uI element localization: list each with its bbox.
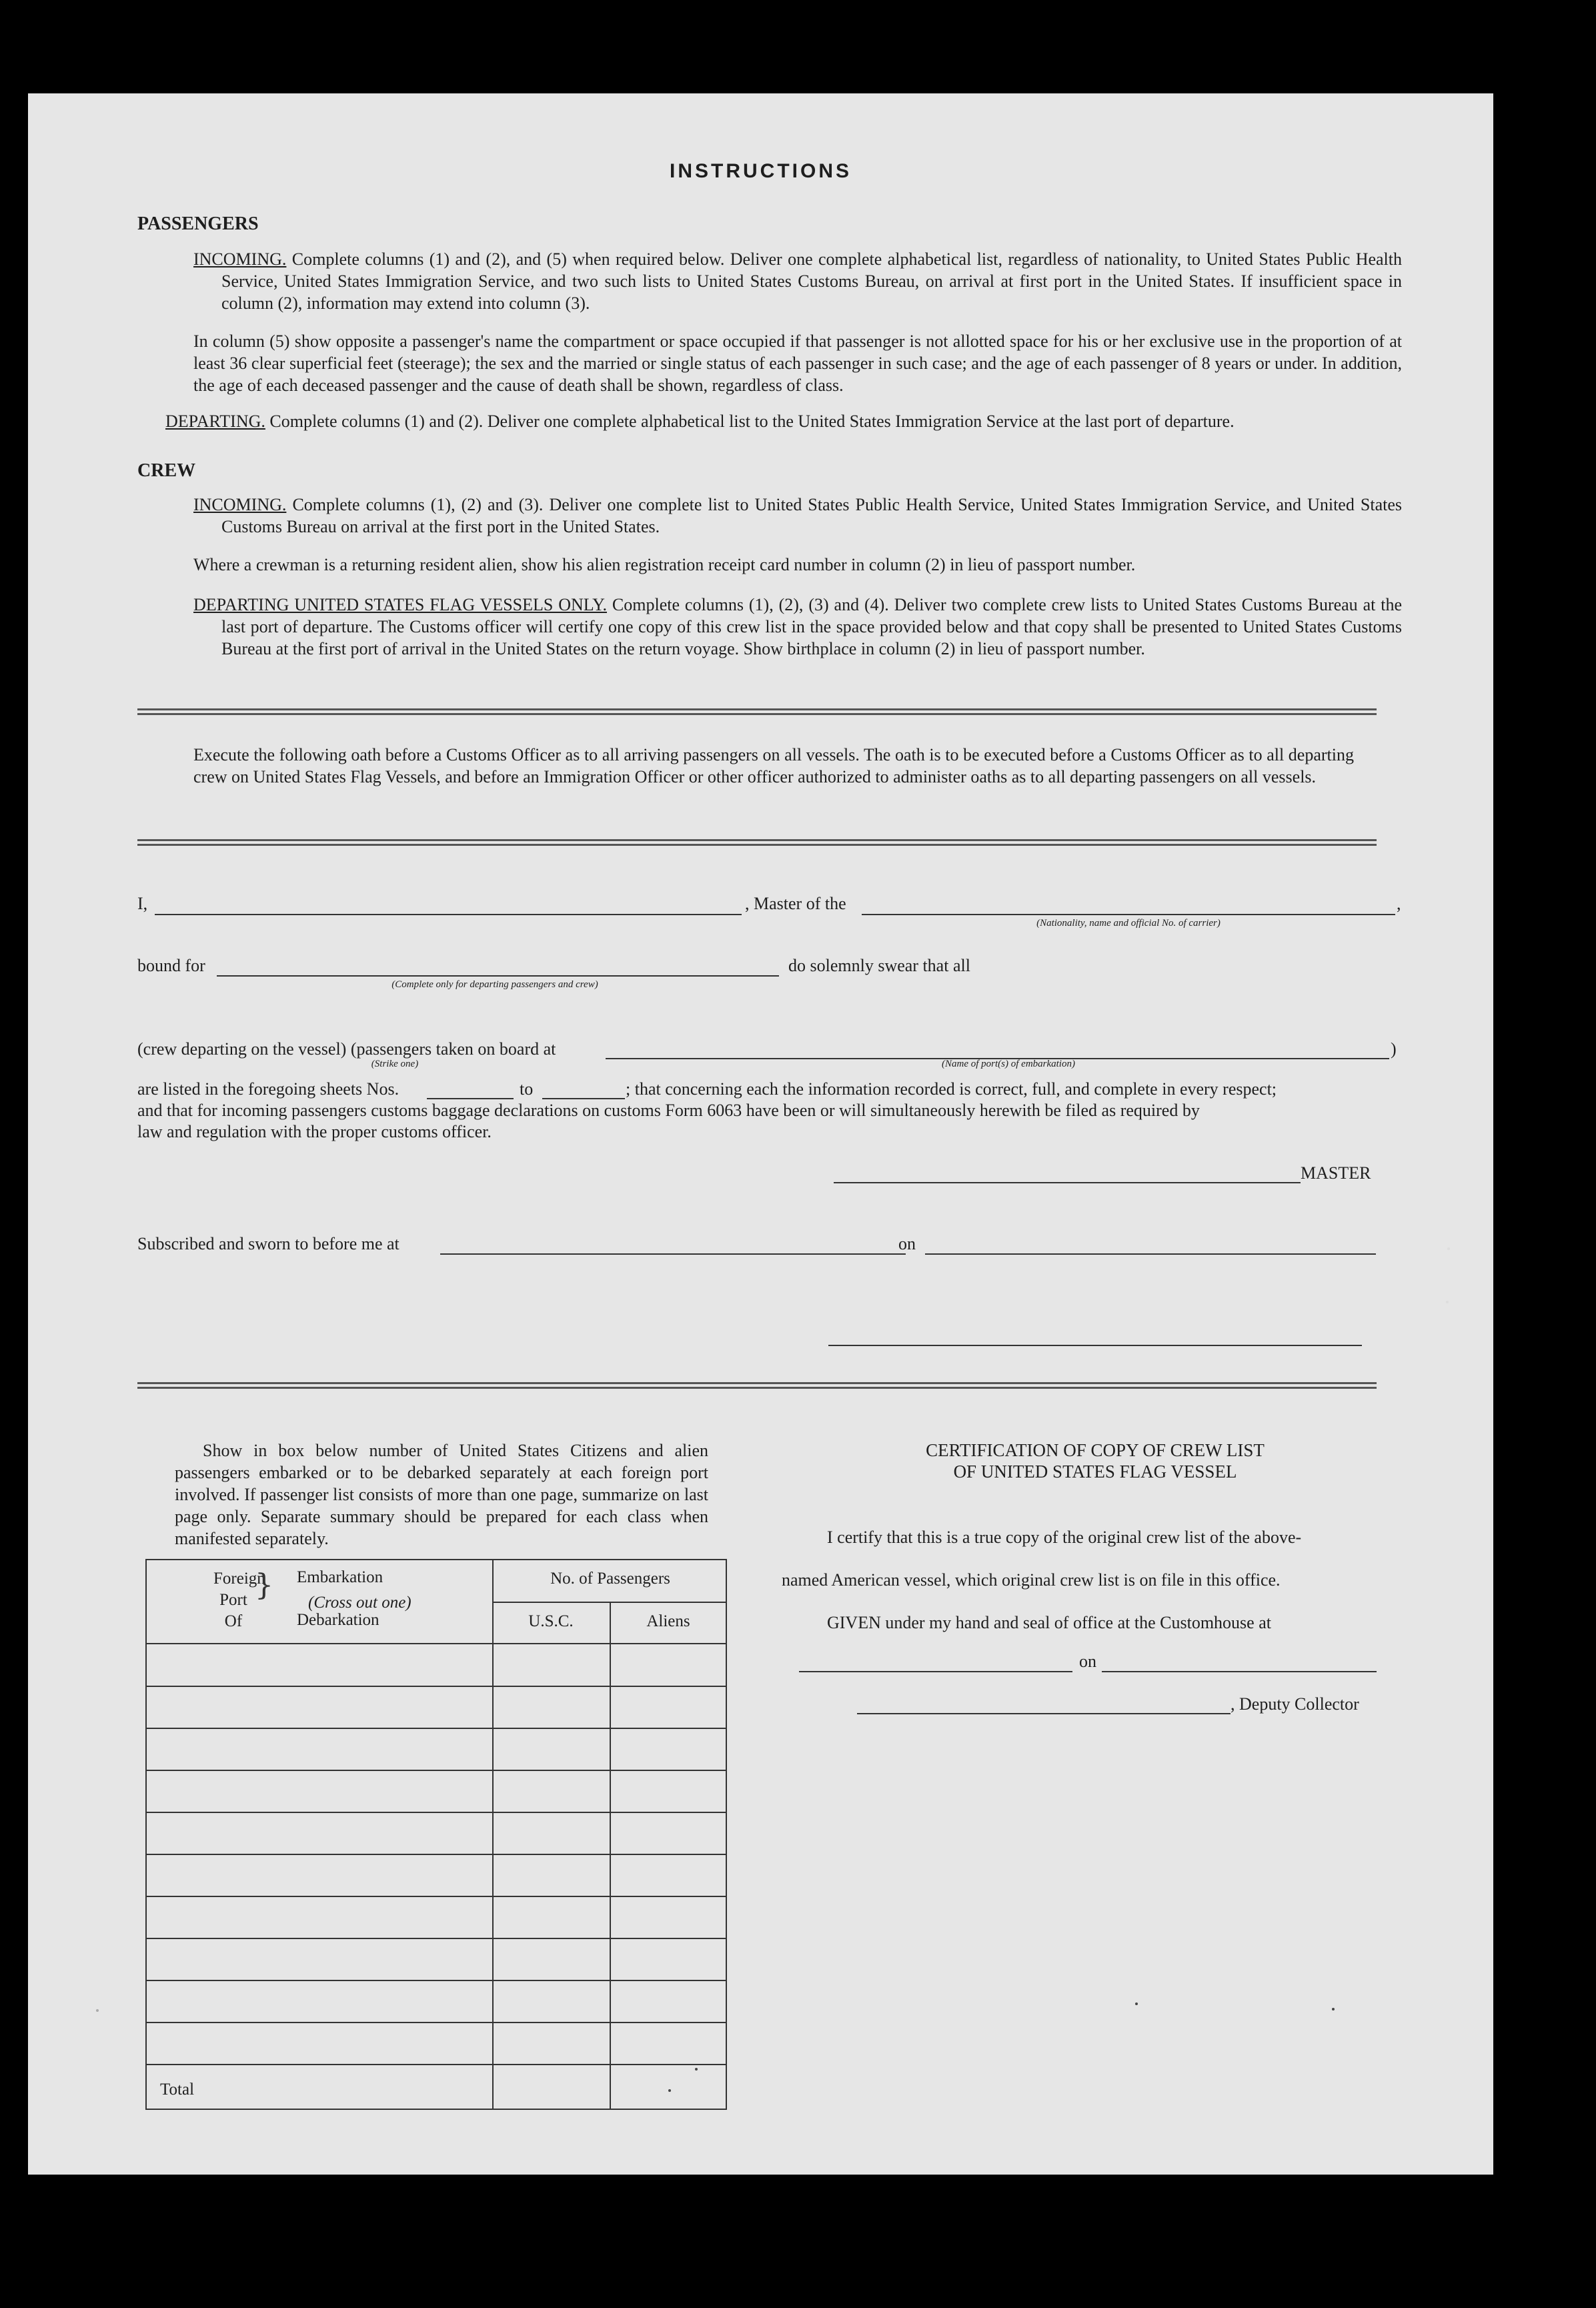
officer-signature-field[interactable] <box>828 1345 1362 1346</box>
continuation-line-2: and that for incoming passengers customs baggage declarations on customs Form 6063 have been or will simultaneously herewith be filed as required by <box>137 1101 1200 1120</box>
scan-speck <box>1447 1247 1450 1250</box>
incoming-lead: INCOMING. <box>193 249 287 269</box>
master-label: MASTER <box>1301 1163 1371 1183</box>
master-of-label: , Master of the <box>745 894 846 913</box>
sworn-date-field[interactable] <box>925 1253 1376 1255</box>
section-divider <box>137 1382 1377 1389</box>
ports-note: (Name of port(s) of embarkation) <box>942 1059 1075 1069</box>
certification-heading-2: OF UNITED STATES FLAG VESSEL <box>953 1462 1237 1482</box>
usc-header: U.S.C. <box>528 1612 574 1630</box>
scan-speck <box>695 2068 698 2071</box>
scan-speck <box>1332 2008 1335 2010</box>
scan-speck <box>1135 2002 1138 2005</box>
section-divider <box>137 839 1377 846</box>
sworn-on-label: on <box>898 1234 916 1253</box>
cross-out-note: (Cross out one) <box>308 1594 412 1612</box>
brace-icon: } <box>255 1568 273 1602</box>
master-name-field[interactable] <box>155 914 742 915</box>
incoming-text: Complete columns (1) and (2), and (5) when required below. Deliver one complete alphabetical list, regardless of nationality, to United States Public Health Service, United States Immigration Service, and two such lists to United States Customs Bureau, on arrival at first port in the United States. If insufficient space in column (2), information may extend into column (3). <box>221 249 1403 313</box>
certify-line-3: GIVEN under my hand and seal of office at the Customhouse at <box>827 1613 1271 1632</box>
scan-speck <box>96 2009 99 2012</box>
crew-incoming-paragraph <box>193 494 1402 538</box>
oath-i-label: I, <box>137 894 148 913</box>
form-page <box>28 93 1493 2175</box>
scan-speck <box>668 2089 671 2092</box>
passengers-column5-paragraph: In column (5) show opposite a passenger's name the compartment or space occupied if that passenger is not allotted space for his or her exclusive use in the proportion of at least 36 clear superficial feet (steerage); the sex and the married or single status of each passenger in such case; and the age of each passenger of 8 years or under. In addition, the age of each deceased passenger and the cause of death shall be shown, regardless of class. <box>193 332 1402 395</box>
master-signature-field[interactable] <box>834 1182 1301 1183</box>
crew-incoming-text: Complete columns (1), (2) and (3). Deliver one complete list to United States Public Health Service, United States Immigration Service, and United States Customs Bureau on arrival at the first port in the United States. <box>221 495 1402 536</box>
crew-incoming-lead: INCOMING. <box>193 495 287 514</box>
strike-one-note: (Strike one) <box>371 1059 419 1069</box>
deputy-collector-signature-field[interactable] <box>857 1713 1231 1714</box>
departing-text: Complete columns (1) and (2). Deliver one complete alphabetical list to the United States Immigration Service at the last port of departure. <box>269 412 1235 431</box>
subscribed-label: Subscribed and sworn to before me at <box>137 1234 400 1253</box>
embarkation-header: Embarkation <box>297 1568 383 1586</box>
crew-departing-text: (crew departing on the vessel) (passengers taken on board at <box>137 1039 556 1059</box>
swear-text: do solemnly swear that all <box>788 956 970 975</box>
foreign-port-header: Foreign Port Of <box>213 1570 265 1630</box>
summary-instruction: Show in box below number of United States Citizens and alien passengers embarked or to be debarked separately at each foreign port involved. If passenger list consists of more than one page, summarize on last page only. Separate summary should be prepared for each class when manifested separately. <box>175 1441 708 1548</box>
section-divider <box>137 708 1377 715</box>
continuation-line-3: law and regulation with the proper customs officer. <box>137 1122 492 1141</box>
passengers-incoming-paragraph <box>193 248 1402 314</box>
bound-for-label: bound for <box>137 956 205 975</box>
aliens-header: Aliens <box>646 1612 690 1630</box>
oath-instruction-paragraph: Execute the following oath before a Customs Officer as to all arriving passengers on all vessels. The oath is to be executed before a Customs Officer as to all departing crew on United States Flag Vessels, and before an Immigration Officer or other officer authorized to administer oaths as to all departing passengers on all vessels. <box>193 745 1354 786</box>
listed-in-label: are listed in the foregoing sheets Nos. <box>137 1079 400 1099</box>
carrier-field[interactable] <box>862 914 1395 915</box>
deputy-collector-label: , Deputy Collector <box>1231 1694 1359 1714</box>
total-label: Total <box>160 2081 195 2099</box>
passengers-heading: PASSENGERS <box>137 213 259 234</box>
comma: , <box>1397 894 1401 913</box>
carrier-note: (Nationality, name and official No. of carrier) <box>1036 918 1221 929</box>
debarkation-header: Debarkation <box>297 1611 379 1629</box>
certification-heading-1: CERTIFICATION OF COPY OF CREW LIST <box>926 1440 1265 1460</box>
close-paren: ) <box>1391 1039 1397 1059</box>
sheet-to-field[interactable] <box>542 1098 625 1099</box>
crew-heading: CREW <box>137 460 196 481</box>
certification-heading <box>822 1439 1369 1482</box>
bound-for-field[interactable] <box>217 975 779 977</box>
to-label: to <box>520 1079 534 1099</box>
departing-lead: DEPARTING. <box>165 412 265 431</box>
sworn-place-field[interactable] <box>440 1253 906 1255</box>
instructions-title: INSTRUCTIONS <box>670 160 852 182</box>
customhouse-field[interactable] <box>799 1671 1072 1672</box>
certify-line-1: I certify that this is a true copy of the original crew list of the above- <box>827 1528 1302 1547</box>
passenger-summary-table <box>145 1559 727 2110</box>
certify-line-2: named American vessel, which original crew list is on file in this office. <box>782 1570 1281 1590</box>
passengers-departing-paragraph <box>165 410 1402 432</box>
crew-departing-text: Complete columns (1), (2), (3) and (4). Deliver two complete crew lists to United States Customs Bureau at the last port of departure. The Customs officer will certify one copy of this crew list in the space provided below and that copy shall be presented to United States Customs Bureau at the first port of arrival in the United States on the return voyage. Show birthplace in column (2) in lieu of passport number. <box>221 595 1403 658</box>
sheet-from-field[interactable] <box>427 1098 514 1099</box>
certify-on-label: on <box>1079 1652 1096 1671</box>
scan-speck <box>1446 1301 1449 1303</box>
no-passengers-header: No. of Passengers <box>550 1570 670 1588</box>
complete-only-note: (Complete only for departing passengers and crew) <box>391 979 598 990</box>
certify-date-field[interactable] <box>1102 1671 1377 1672</box>
crew-crewman-paragraph: Where a crewman is a returning resident alien, show his alien registration receipt card number in column (2) in lieu of passport number. <box>193 555 1136 574</box>
continuation-line-1: ; that concerning each the information recorded is correct, full, and complete in every respect; <box>626 1079 1277 1099</box>
crew-departing-lead: DEPARTING UNITED STATES FLAG VESSELS ONLY. <box>193 595 607 614</box>
crew-departing-paragraph <box>193 594 1402 660</box>
